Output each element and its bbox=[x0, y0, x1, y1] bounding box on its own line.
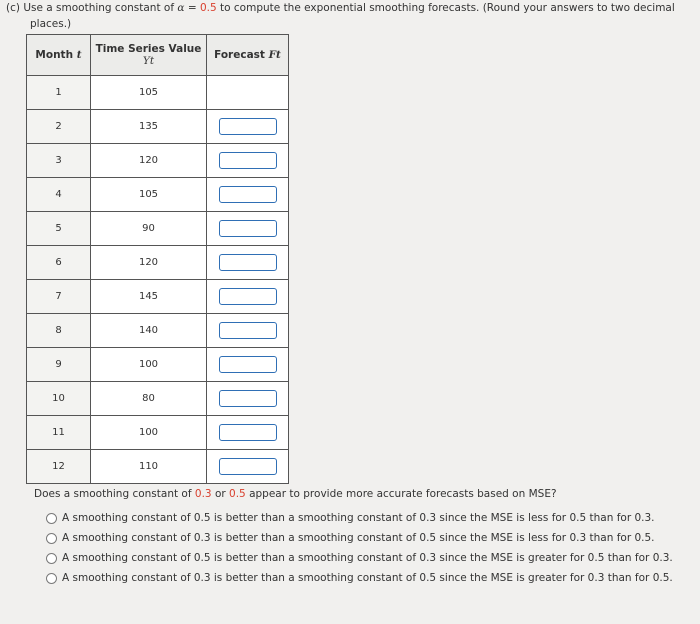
mse-question bbox=[34, 488, 557, 500]
value-cell: 90 bbox=[91, 212, 207, 246]
radio-button[interactable] bbox=[46, 573, 57, 584]
instruction-text: Use a smoothing constant of bbox=[23, 2, 175, 14]
instructions bbox=[6, 0, 675, 32]
table-row bbox=[27, 144, 289, 178]
header-month-label: Month bbox=[35, 49, 74, 61]
forecast-cell bbox=[207, 110, 289, 144]
table-row bbox=[27, 110, 289, 144]
header-ts-symbol: Yt bbox=[142, 55, 155, 67]
value-cell: 120 bbox=[91, 246, 207, 280]
option-label: A smoothing constant of 0.3 is better than a smoothing constant of 0.5 since the MSE is greater for 0.3 than for 0.5. bbox=[62, 572, 673, 584]
header-ts-label: Time Series Value bbox=[95, 43, 202, 55]
value-cell: 100 bbox=[91, 416, 207, 450]
month-cell: 7 bbox=[27, 280, 91, 314]
month-cell: 2 bbox=[27, 110, 91, 144]
table-row bbox=[27, 246, 289, 280]
month-cell: 10 bbox=[27, 382, 91, 416]
forecast-input[interactable] bbox=[219, 288, 277, 305]
forecast-cell bbox=[207, 416, 289, 450]
table-row bbox=[27, 178, 289, 212]
forecast-input[interactable] bbox=[219, 458, 277, 475]
table-row bbox=[27, 76, 289, 110]
instruction-text-rest: to compute the exponential smoothing forecasts. (Round your answers to two decimal bbox=[220, 2, 675, 14]
table-row bbox=[27, 450, 289, 484]
month-cell: 6 bbox=[27, 246, 91, 280]
forecast-cell bbox=[207, 212, 289, 246]
header-forecast bbox=[207, 35, 289, 76]
answer-option-3[interactable] bbox=[46, 548, 673, 568]
forecast-input[interactable] bbox=[219, 390, 277, 407]
month-cell: 5 bbox=[27, 212, 91, 246]
table-row bbox=[27, 280, 289, 314]
value-cell: 145 bbox=[91, 280, 207, 314]
forecast-cell bbox=[207, 246, 289, 280]
forecast-input[interactable] bbox=[219, 322, 277, 339]
forecast-cell bbox=[207, 144, 289, 178]
value-cell: 100 bbox=[91, 348, 207, 382]
month-cell: 8 bbox=[27, 314, 91, 348]
forecast-input[interactable] bbox=[219, 254, 277, 271]
forecast-cell bbox=[207, 178, 289, 212]
value-cell: 105 bbox=[91, 178, 207, 212]
forecast-input[interactable] bbox=[219, 152, 277, 169]
month-cell: 3 bbox=[27, 144, 91, 178]
forecast-cell bbox=[207, 314, 289, 348]
answer-option-2[interactable] bbox=[46, 528, 673, 548]
question-value-1: 0.3 bbox=[194, 488, 212, 500]
forecast-input[interactable] bbox=[219, 118, 277, 135]
forecast-cell bbox=[207, 280, 289, 314]
table-row bbox=[27, 212, 289, 246]
table-row bbox=[27, 382, 289, 416]
radio-button[interactable] bbox=[46, 553, 57, 564]
table-row bbox=[27, 348, 289, 382]
equals-sign: = bbox=[187, 2, 197, 14]
forecast-table bbox=[26, 34, 288, 484]
value-cell: 105 bbox=[91, 76, 207, 110]
part-label: (c) bbox=[6, 2, 20, 14]
header-forecast-label: Forecast bbox=[214, 49, 265, 61]
forecast-input[interactable] bbox=[219, 220, 277, 237]
question-value-2: 0.5 bbox=[229, 488, 246, 500]
forecast-input[interactable] bbox=[219, 186, 277, 203]
option-label: A smoothing constant of 0.3 is better than a smoothing constant of 0.5 since the MSE is less for 0.3 than for 0.5. bbox=[62, 532, 655, 544]
table-header-row bbox=[27, 35, 289, 76]
question-text: Does a smoothing constant of bbox=[34, 488, 192, 500]
value-cell: 120 bbox=[91, 144, 207, 178]
alpha-symbol: α bbox=[177, 2, 185, 14]
radio-button[interactable] bbox=[46, 533, 57, 544]
value-cell: 140 bbox=[91, 314, 207, 348]
question-text-rest: appear to provide more accurate forecasts based on MSE? bbox=[249, 488, 557, 500]
value-cell: 135 bbox=[91, 110, 207, 144]
forecast-cell bbox=[207, 348, 289, 382]
radio-button[interactable] bbox=[46, 513, 57, 524]
forecast-cell bbox=[207, 450, 289, 484]
header-month bbox=[27, 35, 91, 76]
answer-option-4[interactable] bbox=[46, 568, 673, 588]
header-month-symbol: t bbox=[76, 49, 82, 61]
forecast-cell bbox=[207, 382, 289, 416]
table-row bbox=[27, 416, 289, 450]
instruction-line-1 bbox=[6, 0, 675, 16]
header-time-series bbox=[91, 35, 207, 76]
month-cell: 1 bbox=[27, 76, 91, 110]
option-label: A smoothing constant of 0.5 is better than a smoothing constant of 0.3 since the MSE is less for 0.5 than for 0.3. bbox=[62, 512, 655, 524]
option-label: A smoothing constant of 0.5 is better than a smoothing constant of 0.3 since the MSE is greater for 0.5 than for 0.3. bbox=[62, 552, 673, 564]
month-cell: 9 bbox=[27, 348, 91, 382]
question-or: or bbox=[214, 488, 226, 500]
month-cell: 12 bbox=[27, 450, 91, 484]
forecast-input[interactable] bbox=[219, 424, 277, 441]
answer-options bbox=[46, 508, 673, 588]
month-cell: 11 bbox=[27, 416, 91, 450]
value-cell: 110 bbox=[91, 450, 207, 484]
instruction-line-2: places.) bbox=[30, 18, 72, 30]
forecast-cell bbox=[207, 76, 289, 110]
forecast-input[interactable] bbox=[219, 356, 277, 373]
alpha-value: 0.5 bbox=[199, 2, 217, 14]
table-row bbox=[27, 314, 289, 348]
answer-option-1[interactable] bbox=[46, 508, 673, 528]
value-cell: 80 bbox=[91, 382, 207, 416]
header-forecast-symbol: Ft bbox=[268, 49, 281, 61]
month-cell: 4 bbox=[27, 178, 91, 212]
